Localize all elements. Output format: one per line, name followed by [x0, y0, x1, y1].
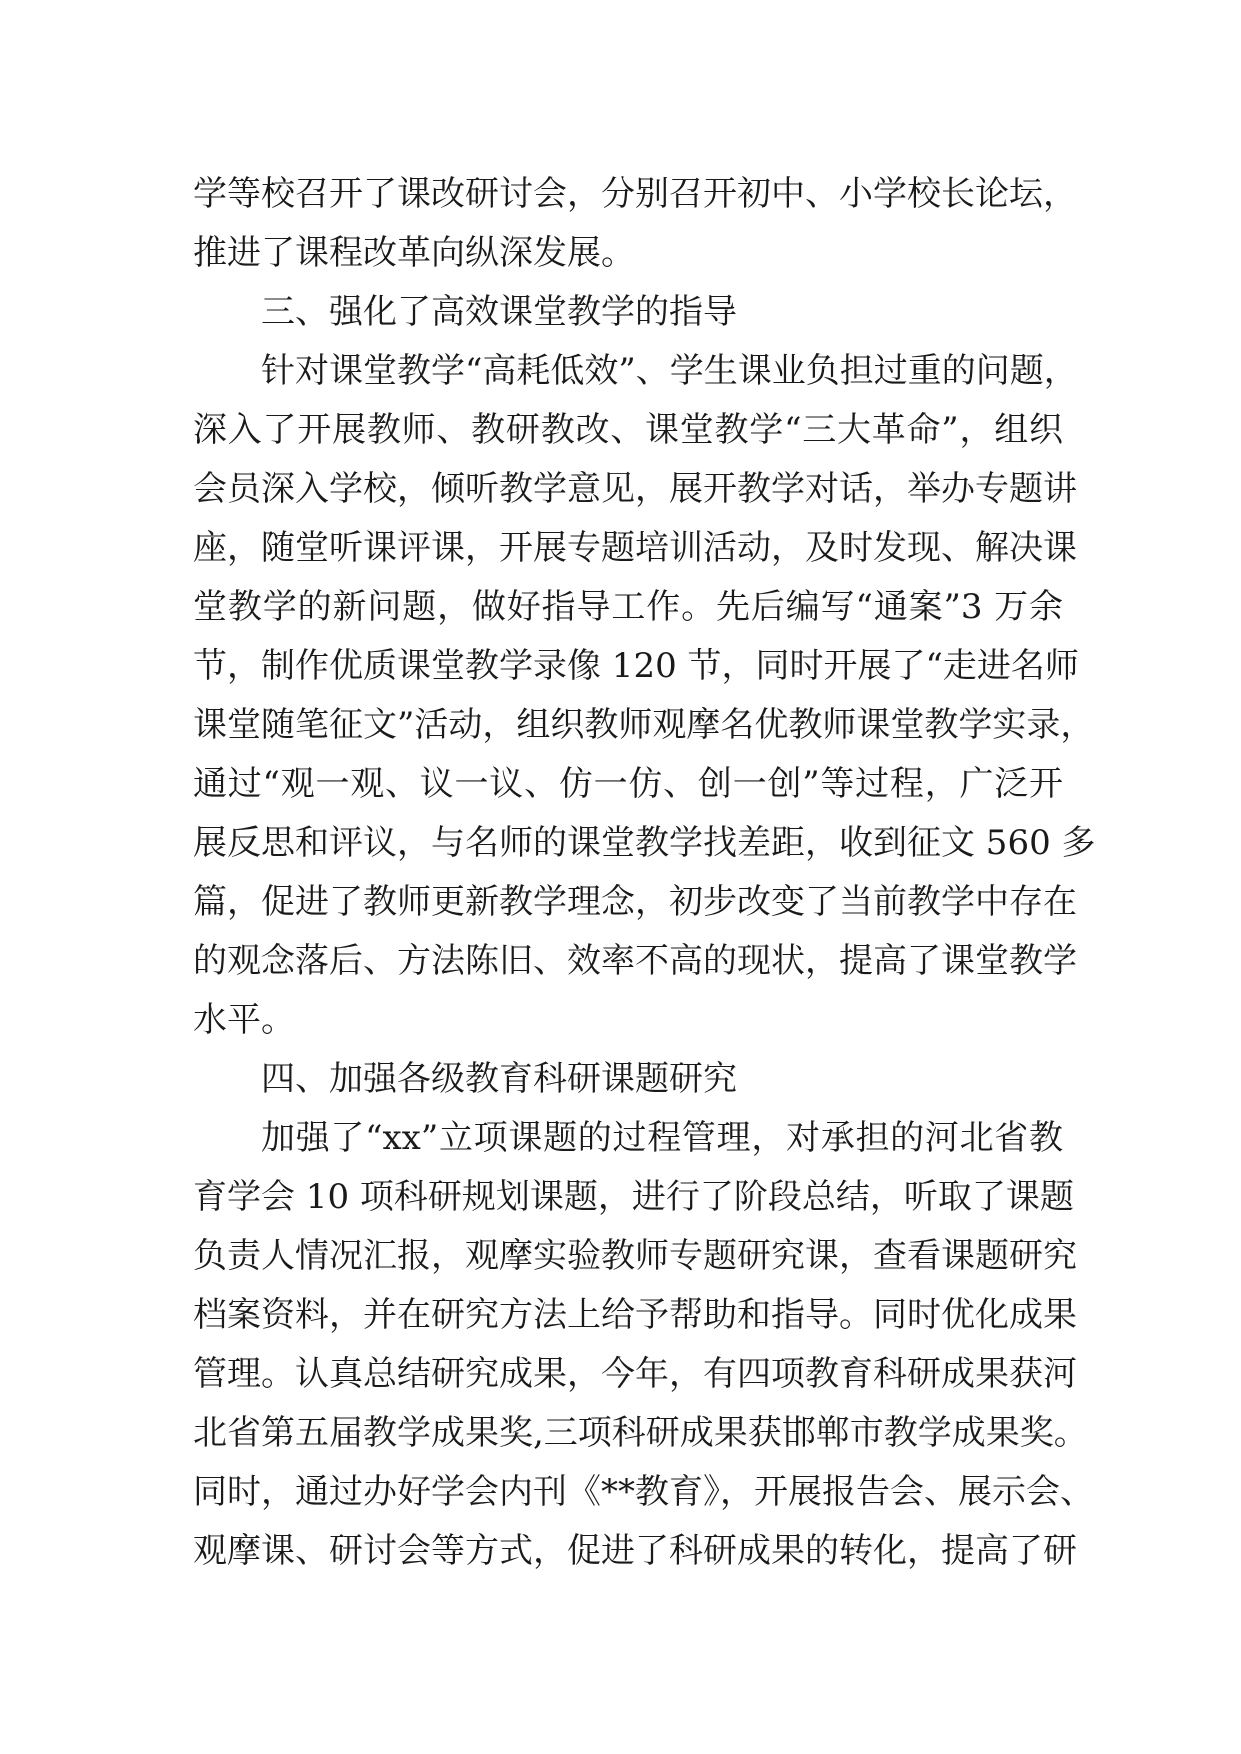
text-line: 学等校召开了课改研讨会，分别召开初中、小学校长论坛，: [193, 174, 1077, 214]
text-line: 通过“观一观、议一议、仿一仿、创一创”等过程，广泛开: [193, 764, 1063, 804]
text-line: 北省第五届教学成果奖,三项科研成果获邯郸市教学成果奖。: [193, 1413, 1088, 1453]
section-heading: 四、加强各级教育科研课题研究: [261, 1059, 737, 1099]
text-line: 针对课堂教学“高耗低效”、学生课业负担过重的问题，: [261, 351, 1078, 391]
text-line: 座，随堂听课评课，开展专题培训活动，及时发现、解决课: [193, 528, 1077, 568]
document-page: [193, 165, 1096, 1581]
text-line: 篇，促进了教师更新教学理念，初步改变了当前教学中存在: [193, 882, 1077, 922]
section-heading: 三、强化了高效课堂教学的指导: [261, 292, 737, 332]
text-line: 展反思和评议，与名师的课堂教学找差距，收到征文 560 多: [193, 823, 1096, 863]
text-line: 水平。: [193, 1000, 295, 1040]
text-line: 的观念落后、方法陈旧、效率不高的现状，提高了课堂教学: [193, 941, 1077, 981]
text-line: 同时，通过办好学会内刊《**教育》，开展报告会、展示会、: [193, 1472, 1094, 1512]
text-line: 堂教学的新问题，做好指导工作。先后编写“通案”3 万余: [193, 587, 1063, 627]
text-line: 节，制作优质课堂教学录像 120 节，同时开展了“走进名师: [193, 646, 1079, 686]
text-line: 育学会 10 项科研规划课题，进行了阶段总结，听取了课题: [193, 1177, 1074, 1217]
text-line: 推进了课程改革向纵深发展。: [193, 233, 635, 273]
text-line: 负责人情况汇报，观摩实验教师专题研究课，查看课题研究: [193, 1236, 1077, 1276]
text-line: 管理。认真总结研究成果，今年，有四项教育科研成果获河: [193, 1354, 1077, 1394]
text-line: 档案资料，并在研究方法上给予帮助和指导。同时优化成果: [193, 1295, 1077, 1335]
text-line: 加强了“xx”立项课题的过程管理，对承担的河北省教: [261, 1118, 1063, 1158]
text-line: 观摩课、研讨会等方式，促进了科研成果的转化，提高了研: [193, 1531, 1077, 1571]
text-line: 课堂随笔征文”活动，组织教师观摩名优教师课堂教学实录，: [193, 705, 1095, 745]
text-line: 深入了开展教师、教研教改、课堂教学“三大革命”，组织: [193, 410, 1063, 450]
text-line: 会员深入学校，倾听教学意见，展开教学对话，举办专题讲: [193, 469, 1077, 509]
